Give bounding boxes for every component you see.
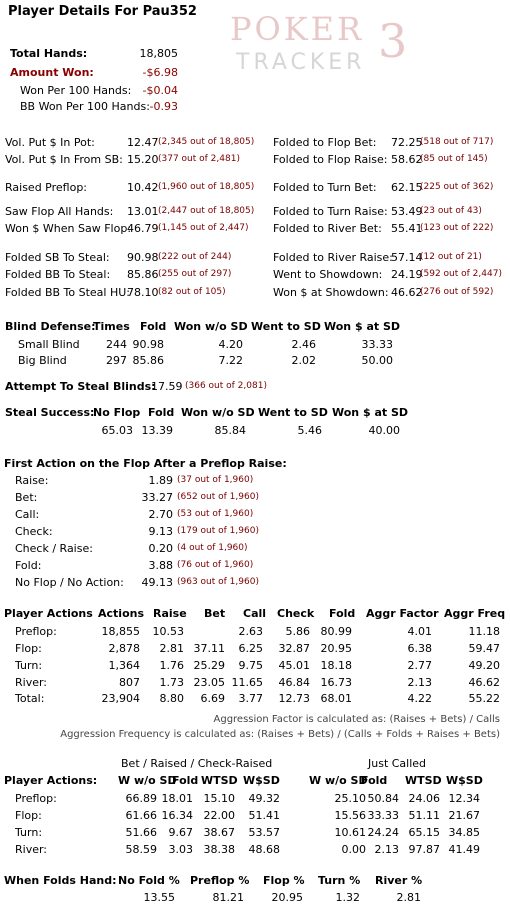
table-cell: 13.39 <box>141 424 173 437</box>
row-value: 1.89 <box>148 474 173 487</box>
stat-detail: (123 out of 222) <box>420 223 494 233</box>
row-detail: (963 out of 1,960) <box>177 577 259 587</box>
table-header: Went to SD <box>251 320 321 333</box>
table-header: Times <box>93 320 130 333</box>
summary-label: Won Per 100 Hands: <box>20 84 132 97</box>
table-cell: 49.20 <box>468 659 500 672</box>
row-label: Raise: <box>15 474 49 487</box>
table-cell: 46.62 <box>468 676 500 689</box>
table-cell: 49.32 <box>248 792 280 805</box>
table-header: Raise <box>153 607 187 620</box>
table-cell: 6.69 <box>200 692 225 705</box>
summary-value: -$6.98 <box>142 66 178 79</box>
table-cell: 15.56 <box>334 809 366 822</box>
table-cell: 25.29 <box>193 659 225 672</box>
stat-label: Vol. Put $ In From SB: <box>5 153 123 166</box>
table-cell: 23.05 <box>193 676 225 689</box>
stat-label: Vol. Put $ In Pot: <box>5 136 95 149</box>
table-cell: 48.68 <box>248 843 280 856</box>
row-label: Preflop: <box>15 625 57 638</box>
row-label: Call: <box>15 508 40 521</box>
table-header: W$SD <box>243 774 280 787</box>
stat-value: 12.47 <box>127 136 159 149</box>
table-cell: 90.98 <box>132 338 164 351</box>
stat-detail: (2,447 out of 18,805) <box>158 206 255 216</box>
table-cell: 5.86 <box>285 625 310 638</box>
row-value: 2.70 <box>148 508 173 521</box>
table-cell: 85.84 <box>214 424 246 437</box>
table-cell: 10.53 <box>152 625 184 638</box>
table-header: W w/o SD <box>118 774 177 787</box>
steal-attempt-detail: (366 out of 2,081) <box>185 381 267 391</box>
stat-value: 15.20 <box>127 153 159 166</box>
table-cell: 0.00 <box>341 843 366 856</box>
table-cell: 18,855 <box>101 625 140 638</box>
stat-label: Went to Showdown: <box>273 268 383 281</box>
table-header: Aggr Freq <box>444 607 506 620</box>
row-detail: (37 out of 1,960) <box>177 475 254 485</box>
table-cell: 18.18 <box>320 659 352 672</box>
table-cell: 80.99 <box>320 625 352 638</box>
table-header: Blind Defense: <box>5 320 96 333</box>
table-cell: 33.33 <box>367 809 399 822</box>
row-label: Check: <box>15 525 53 538</box>
table-header: WTSD <box>405 774 442 787</box>
table-cell: 1,364 <box>108 659 140 672</box>
stat-value: 46.79 <box>127 222 159 235</box>
stat-label: Folded BB To Steal: <box>5 268 111 281</box>
group-header: Bet / Raised / Check-Raised <box>121 757 273 770</box>
table-header: Steal Success: <box>5 406 95 419</box>
table-cell: 22.00 <box>203 809 235 822</box>
table-header: Aggr Factor <box>366 607 439 620</box>
section-title: First Action on the Flop After a Preflop Raise: <box>4 457 287 470</box>
summary-value: -0.93 <box>149 100 178 113</box>
group-header: Just Called <box>368 757 427 770</box>
stat-label: Folded BB To Steal HU: <box>5 286 131 299</box>
steal-attempt-value: 17.59 <box>151 380 183 393</box>
row-label: Turn: <box>15 659 43 672</box>
table-cell: 11.18 <box>468 625 500 638</box>
table-header: Went to SD <box>258 406 328 419</box>
stat-detail: (2,345 out of 18,805) <box>158 137 255 147</box>
table-cell: 2,878 <box>108 642 140 655</box>
table-cell: 66.89 <box>125 792 157 805</box>
stat-value: 78.10 <box>127 286 159 299</box>
table-cell: 18.01 <box>161 792 193 805</box>
table-cell: 45.01 <box>278 659 310 672</box>
table-cell: 11.65 <box>231 676 263 689</box>
table-header: Fold <box>140 320 167 333</box>
table-cell: 3.77 <box>238 692 263 705</box>
aggression-factor-note: Aggression Factor is calculated as: (Raises + Bets) / Calls <box>213 714 500 725</box>
table-header: Call <box>243 607 267 620</box>
table-cell: 2.81 <box>396 891 421 904</box>
row-label: No Flop / No Action: <box>15 576 124 589</box>
row-detail: (179 out of 1,960) <box>177 526 259 536</box>
stat-label: Won $ at Showdown: <box>273 286 389 299</box>
table-cell: 8.80 <box>159 692 184 705</box>
table-cell: 3.03 <box>168 843 193 856</box>
stat-label: Folded to Turn Raise: <box>273 205 388 218</box>
row-label: Total: <box>15 692 45 705</box>
row-label: Check / Raise: <box>15 542 93 555</box>
row-detail: (652 out of 1,960) <box>177 492 259 502</box>
stat-detail: (276 out of 592) <box>420 287 494 297</box>
table-cell: 38.38 <box>203 843 235 856</box>
summary-label: Amount Won: <box>10 66 94 79</box>
table-cell: 40.00 <box>368 424 400 437</box>
stat-label: Raised Preflop: <box>5 181 88 194</box>
summary-label: BB Won Per 100 Hands: <box>20 100 150 113</box>
table-cell: 51.66 <box>125 826 157 839</box>
table-cell: 2.81 <box>159 642 184 655</box>
row-label: Big Blind <box>18 354 67 367</box>
row-value: 0.20 <box>148 542 173 555</box>
table-cell: 58.59 <box>125 843 157 856</box>
table-header: Preflop % <box>190 874 250 887</box>
table-header: Bet <box>204 607 226 620</box>
stat-value: 55.41 <box>391 222 423 235</box>
table-cell: 51.41 <box>248 809 280 822</box>
table-cell: 1.76 <box>159 659 184 672</box>
stat-detail: (85 out of 145) <box>420 154 488 164</box>
table-header: River % <box>375 874 423 887</box>
table-header: No Fold % <box>118 874 180 887</box>
table-header: Won $ at SD <box>332 406 409 419</box>
stat-label: Folded to Flop Bet: <box>273 136 377 149</box>
table-cell: 2.63 <box>238 625 263 638</box>
table-cell: 12.73 <box>278 692 310 705</box>
stat-detail: (12 out of 21) <box>420 252 482 262</box>
table-header: W w/o SD <box>309 774 368 787</box>
table-cell: 65.15 <box>408 826 440 839</box>
table-cell: 4.20 <box>218 338 243 351</box>
table-cell: 85.86 <box>132 354 164 367</box>
table-cell: 20.95 <box>271 891 303 904</box>
stat-label: Won $ When Saw Flop: <box>5 222 132 235</box>
table-cell: 6.25 <box>238 642 263 655</box>
table-cell: 53.57 <box>248 826 280 839</box>
table-cell: 9.67 <box>168 826 193 839</box>
summary-value: 18,805 <box>139 47 178 60</box>
row-detail: (53 out of 1,960) <box>177 509 254 519</box>
row-detail: (76 out of 1,960) <box>177 560 254 570</box>
table-header: W$SD <box>446 774 483 787</box>
stat-value: 10.42 <box>127 181 159 194</box>
row-label: Flop: <box>15 642 42 655</box>
table-cell: 41.49 <box>448 843 480 856</box>
table-cell: 24.06 <box>408 792 440 805</box>
stat-detail: (518 out of 717) <box>420 137 494 147</box>
table-cell: 4.01 <box>407 625 432 638</box>
row-value: 33.27 <box>141 491 173 504</box>
stat-value: 62.15 <box>391 181 423 194</box>
table-header: WTSD <box>201 774 238 787</box>
stat-value: 46.62 <box>391 286 423 299</box>
table-cell: 97.87 <box>408 843 440 856</box>
table-cell: 50.84 <box>367 792 399 805</box>
stat-value: 85.86 <box>127 268 159 281</box>
stat-value: 90.98 <box>127 251 159 264</box>
table-cell: 16.73 <box>320 676 352 689</box>
table-cell: 37.11 <box>193 642 225 655</box>
table-cell: 20.95 <box>320 642 352 655</box>
table-cell: 34.85 <box>448 826 480 839</box>
table-cell: 2.13 <box>407 676 432 689</box>
stat-label: Folded to Flop Raise: <box>273 153 388 166</box>
table-cell: 25.10 <box>334 792 366 805</box>
table-cell: 51.11 <box>408 809 440 822</box>
table-cell: 1.32 <box>335 891 360 904</box>
stat-value: 72.25 <box>391 136 423 149</box>
table-header: Won w/o SD <box>174 320 248 333</box>
aggression-frequency-note: Aggression Frequency is calculated as: (Raises + Bets) / (Calls + Folds + Raises + Bets) <box>60 729 500 740</box>
table-cell: 6.38 <box>407 642 432 655</box>
stat-detail: (377 out of 2,481) <box>158 154 240 164</box>
table-cell: 2.46 <box>291 338 316 351</box>
table-cell: 807 <box>119 676 140 689</box>
row-value: 9.13 <box>148 525 173 538</box>
table-cell: 55.22 <box>468 692 500 705</box>
table-cell: 61.66 <box>125 809 157 822</box>
stat-label: Folded to River Raise: <box>273 251 393 264</box>
table-cell: 33.33 <box>361 338 393 351</box>
row-detail: (4 out of 1,960) <box>177 543 248 553</box>
table-cell: 59.47 <box>468 642 500 655</box>
row-label: Flop: <box>15 809 42 822</box>
table-header: Flop % <box>263 874 305 887</box>
table-cell: 5.46 <box>297 424 322 437</box>
table-cell: 1.73 <box>159 676 184 689</box>
table-cell: 244 <box>106 338 127 351</box>
stat-value: 13.01 <box>127 205 159 218</box>
table-cell: 12.34 <box>448 792 480 805</box>
row-label: Fold: <box>15 559 42 572</box>
stat-detail: (1,145 out of 2,447) <box>158 223 249 233</box>
table-cell: 2.13 <box>374 843 399 856</box>
table-cell: 50.00 <box>361 354 393 367</box>
table-header: Player Actions: <box>4 774 98 787</box>
table-header: Won w/o SD <box>181 406 255 419</box>
row-label: Preflop: <box>15 792 57 805</box>
row-label: Bet: <box>15 491 38 504</box>
table-cell: 24.24 <box>367 826 399 839</box>
stat-value: 57.14 <box>391 251 423 264</box>
table-cell: 65.03 <box>101 424 133 437</box>
table-cell: 2.02 <box>291 354 316 367</box>
table-header: Fold <box>172 774 199 787</box>
table-cell: 297 <box>106 354 127 367</box>
table-cell: 4.22 <box>407 692 432 705</box>
stat-label: Folded to Turn Bet: <box>273 181 377 194</box>
table-cell: 16.34 <box>161 809 193 822</box>
summary-value: -$0.04 <box>142 84 178 97</box>
row-value: 49.13 <box>141 576 173 589</box>
stat-value: 24.19 <box>391 268 423 281</box>
table-cell: 15.10 <box>203 792 235 805</box>
table-header: Actions <box>98 607 144 620</box>
page-title: Player Details For Pau352 <box>8 4 197 19</box>
stat-detail: (23 out of 43) <box>420 206 482 216</box>
stat-label: Folded SB To Steal: <box>5 251 110 264</box>
table-header: Check <box>277 607 315 620</box>
stat-label: Folded to River Bet: <box>273 222 382 235</box>
stat-label: Saw Flop All Hands: <box>5 205 114 218</box>
row-label: Small Blind <box>18 338 80 351</box>
table-header: When Folds Hand: <box>4 874 117 887</box>
table-cell: 21.67 <box>448 809 480 822</box>
row-label: Turn: <box>15 826 43 839</box>
table-cell: 7.22 <box>218 354 243 367</box>
table-header: Player Actions <box>4 607 93 620</box>
stat-value: 53.49 <box>391 205 423 218</box>
table-cell: 13.55 <box>143 891 175 904</box>
poker-tracker-logo: POKER 3 TRACKER <box>230 10 408 75</box>
steal-attempt-label: Attempt To Steal Blinds: <box>5 380 156 393</box>
stat-detail: (1,960 out of 18,805) <box>158 182 255 192</box>
stat-value: 58.62 <box>391 153 423 166</box>
table-cell: 2.77 <box>407 659 432 672</box>
row-label: River: <box>15 676 48 689</box>
stat-detail: (222 out of 244) <box>158 252 232 262</box>
row-label: River: <box>15 843 48 856</box>
table-cell: 32.87 <box>278 642 310 655</box>
row-value: 3.88 <box>148 559 173 572</box>
table-cell: 81.21 <box>212 891 244 904</box>
table-cell: 38.67 <box>203 826 235 839</box>
table-header: Fold <box>329 607 356 620</box>
table-header: Turn % <box>318 874 361 887</box>
stat-detail: (225 out of 362) <box>420 182 494 192</box>
table-header: Fold <box>148 406 175 419</box>
summary-label: Total Hands: <box>10 47 88 60</box>
table-cell: 9.75 <box>238 659 263 672</box>
table-header: Fold <box>361 774 388 787</box>
stat-detail: (592 out of 2,447) <box>420 269 502 279</box>
table-cell: 23,904 <box>101 692 140 705</box>
table-cell: 46.84 <box>278 676 310 689</box>
table-header: No Flop <box>93 406 141 419</box>
table-cell: 10.61 <box>334 826 366 839</box>
table-cell: 68.01 <box>320 692 352 705</box>
table-header: Won $ at SD <box>324 320 401 333</box>
stat-detail: (255 out of 297) <box>158 269 232 279</box>
stat-detail: (82 out of 105) <box>158 287 226 297</box>
